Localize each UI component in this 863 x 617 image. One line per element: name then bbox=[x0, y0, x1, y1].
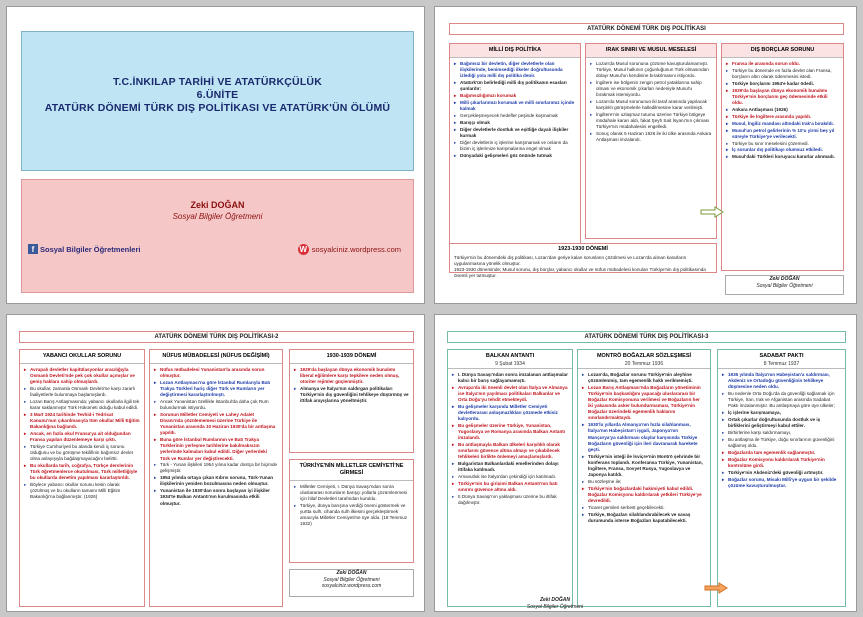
list-item: ▸ Bu sözleşme ile; bbox=[582, 479, 706, 485]
list-item: ▸ Musul'daki Türkleri koruyucu kararlar alınmadı. bbox=[726, 154, 839, 160]
list-item: ▸ Türk - Yunan ilişkileri 1954 yılına kadar dostça bir biçimde gelişmiştir. bbox=[154, 462, 278, 474]
list-item: ▸ Birbirlerine karşı saldırmamayı, bbox=[722, 430, 841, 436]
list-item: ▸ Bağımsız bir devletin, diğer devletlerle olan ilişkilerinde, benimsediği ilkeler doğrultusunda izlediği yola milli dış politika denir. bbox=[454, 61, 576, 79]
website-link[interactable] bbox=[298, 244, 401, 255]
wordpress-icon: W bbox=[299, 245, 308, 254]
column-heading: YABANCI OKULLAR SORUNU bbox=[20, 350, 144, 364]
list-item: ▸ Arnavutluk ise İtalya'dan çekindiği için katılmadı. bbox=[452, 474, 568, 480]
item-list bbox=[448, 369, 572, 509]
list-item: ▸ Milli çıkarlarımızı korumak ve milli sınırlarımız içinde kalmak bbox=[454, 100, 576, 112]
column-milletler-cemiyeti bbox=[289, 459, 414, 563]
list-item: ▸ Bu nedenle Orta Doğu'da da güvenliği sağlamak için Türkiye, İran, Irak ve Afganistan arasında Sadabat Paktı imzalanmıştır. Bu antlaşmaya göre üye ülkeler; bbox=[722, 391, 841, 409]
list-item: ▸ Avrupa'da iki önemli devlet olan İtalya ve Almanya ise İtalya'nın yayılmacı politikaları Balkanlar ve Orta Doğu'yu tehdit etmekteydi. bbox=[452, 385, 568, 403]
slide-cover bbox=[6, 6, 425, 304]
list-item: ▸ Diğer devletlerle dostluk ve eşitliğe dayalı ilişkiler kurmak bbox=[454, 127, 576, 139]
list-item: ▸ Türkiye ile İngiltere arasında yapıldı. bbox=[726, 114, 839, 120]
page-footer bbox=[289, 569, 414, 597]
list-item: ▸ Lozan'da Musul sorununun iki taraf arasında yapılacak karşılıklı görüşmelerle halledilmesine karar verilmişti. bbox=[590, 99, 712, 111]
list-item: ▸ Almanya ve İtalya'nın saldırgan politikaları Türkiye'nin dış güvenliğini tehlikeye düşürmüş ve ittifak arayışlarına yöneltmiştir. bbox=[294, 386, 409, 404]
list-item: ▸ I. Dünya Savaşı'ndan sonra imzalanan antlaşmalar kalıcı bir barış sağlayamamıştı. bbox=[452, 372, 568, 384]
item-list bbox=[718, 369, 845, 492]
list-item: ▸ Türkiye, dünya barışına verdiği önemi göstermek ve yurtta sulh, cihanda sulh ilkesini gerçekleştirmek amacıyla Milletler Cemiyeti'ne üye oldu. (18 Temmuz 1932) bbox=[294, 503, 409, 527]
footer-role: Sosyal Bilgiler Öğretmeni bbox=[756, 282, 813, 289]
list-item: ▸ Türkiye, Boğazları silahlandırabilecek ve savaş durumunda isterse Boğazları kapatabilecekti. bbox=[582, 512, 706, 524]
list-item: ▸ Bu antlaşma ile Türkiye, doğu sınırlarının güvenliğini sağlamış oldu. bbox=[722, 437, 841, 449]
column-montro bbox=[577, 349, 711, 607]
item-list bbox=[578, 369, 710, 527]
list-item: ▸ Milletler Cemiyeti, I. Dünya Savaşı'ndan sonra uluslararası sorunların barışçı yollarla çözümlenmesi için İtilaf Devletleri tarafından kuruldu. bbox=[294, 484, 409, 502]
list-item: ▸ Böylece yabancı okullar sorunu kesin olarak çözülmüş ve bu okulların tamamı Milli Eğitim Bakanlığı'na bağlanmıştır. (1926) bbox=[24, 482, 140, 500]
cover-title-line-3: ATATÜRK DÖNEMİ TÜRK DIŞ POLİTİKASI VE ATATÜRK'ÜN ÖLÜMÜ bbox=[44, 102, 391, 114]
facebook-icon: f bbox=[28, 244, 38, 254]
page-title: ATATÜRK DÖNEMİ TÜRK DIŞ POLİTİKASI-2 bbox=[19, 331, 414, 343]
column-date: 20 Temmuz 1936 bbox=[578, 360, 710, 369]
box-line-2: 1923-1930 döneminde; Musul sorunu, dış borçlar, yabancı okullar ve nüfus mübadelesi konuları Türkiye'nin dış politikasında önemli yer tutmuştur. bbox=[454, 267, 706, 278]
list-item: ▸ Lozan'da Musul sorununa çözüme kavuşturulamamıştı. Türkiye, Musul halkının çoğunluğunun Türk olmasından dolayı Musul'un kendisine bırakılmasını istiyordu. bbox=[590, 61, 712, 79]
footer-name: Zeki DOĞAN bbox=[336, 570, 367, 576]
footer-name: Zeki DOĞAN bbox=[539, 597, 570, 603]
cover-title-box bbox=[21, 31, 414, 171]
list-item: ▸ Bu okullarda tarih, coğrafya, Türkçe derslerinin Türk öğretmenlerce okutulması, Türk milletliğiyle bu okullarda denetim yapılması kararlaştırıldı. bbox=[24, 463, 140, 481]
footer-role: Sosyal Bilgiler Öğretmeni bbox=[323, 576, 380, 583]
list-item: ▸ Yunanistan ile 1930'dan sonra başlayan iyi ilişkiler 1934'te Balkan Antantı'nın kurulmasında etkili olmuştur. bbox=[154, 488, 278, 506]
list-item: ▸ Boğazlar Komisyonu kaldırılarak Türkiye'nin kontrolüne girdi. bbox=[722, 457, 841, 469]
list-item: ▸ Türkiye bu sınır meselesini çözemedi. bbox=[726, 141, 839, 147]
list-item: ▸ Bu okullar, zamanla Osmanlı Devleti'ne karşı zararlı faaliyetlerle bulunmaya başlamışlardı. bbox=[24, 386, 140, 398]
column-heading: TÜRKİYE'NİN MİLLETLER CEMİYETİ'NE GİRMESİ bbox=[290, 460, 413, 481]
list-item: ▸ Dünyadaki gelişmeleri göz önünde tutmak bbox=[454, 153, 576, 159]
slide-dis-politika-2 bbox=[6, 314, 425, 612]
item-list bbox=[586, 58, 716, 146]
list-item: ▸ Türkiye borçlarını 1954'e kadar ödedi. bbox=[726, 81, 839, 87]
column-heading: MİLLİ DIŞ POLİTİKA bbox=[450, 44, 580, 58]
facebook-label: Sosyal Bilgiler Öğretmenleri bbox=[40, 244, 141, 254]
list-item: ▸ 1929'da başlayan dünya ekonomik bunalımı liberal eğilimlere karşı tepkilere neden olmuş, otoriter rejimler güçlenmiştir. bbox=[294, 367, 409, 385]
column-heading: DIŞ BORÇLAR SORUNU bbox=[722, 44, 843, 58]
list-item: ▸ İngiltere ise bölgenin zengin petrol yataklarına sahip olması ve ekonomik çıkarları nedeniyle Musul'u bırakmak istemiyordu. bbox=[590, 80, 712, 98]
list-item: ▸ Bu antlaşmayla Balkan ülkeleri karşılıklı olarak sınırlarını güvence altına almayı ve çıkabilecek tehlikeleri birlikte önlemeyi amaçlamışlardı. bbox=[452, 442, 568, 460]
page-title: ATATÜRK DÖNEMİ TÜRK DIŞ POLİTİKASI bbox=[449, 23, 844, 35]
list-item: ▸ İç sorunlar dış politikayı olumsuz etkiledi. bbox=[726, 147, 839, 153]
page-title: ATATÜRK DÖNEMİ TÜRK DIŞ POLİTİKASI-3 bbox=[447, 331, 846, 343]
list-item: ▸ Avrupalı devletler kapitülasyonlar aracılığıyla Osmanlı Devleti'nde pek çok okullar açmışlar ve geniş haklara sahip olmuşlardı. bbox=[24, 367, 140, 385]
column-milli-dis-politika bbox=[449, 43, 581, 273]
slide-dis-politika-1 bbox=[434, 6, 857, 304]
list-item: ▸ Boğazlarda tam egemenlik sağlanmıştır. bbox=[722, 450, 841, 456]
list-item: ▸ 1930'lu yıllarda Almanya'nın hızla silahlanması, İtalya'nın Habeşistan'ı işgali, Japonya'nın Mançurya'ya saldırması olaylar karşısında Türkiye Boğazların güvenliği için ileri davranarak harekete geçti. bbox=[582, 422, 706, 452]
column-nufus-mubadelesi bbox=[149, 349, 283, 607]
list-item: ▸ Bulgaristan Balkanlardaki emellerinden dolayı ittifaka katılmadı. bbox=[452, 461, 568, 473]
list-item: ▸ İngiltere'nin uzlaşmaz tutumu üzerine Türkiye bölgeye müdahale kararı aldı, fakat Şeyh Sait İsyanı'nın çıkması Türkiye'nin müdahalesini engelledi. bbox=[590, 112, 712, 130]
list-item: ▸ Fransa ile arasında sorun oldu. bbox=[726, 61, 839, 67]
cover-author-name: Zeki DOĞAN bbox=[190, 200, 245, 210]
column-heading: NÜFUS MÜBADELESİ (NÜFUS DEĞİŞİMİ) bbox=[150, 350, 282, 364]
list-item: ▸ 1935 yılında İtalya'nın Habeşistan'a saldırması, Akdeniz ve Ortadoğu güvenliğinin tehlikeye düşmesine neden oldu. bbox=[722, 372, 841, 390]
column-heading: 1930-1939 DÖNEMİ bbox=[290, 350, 413, 364]
list-item: ▸ Türkiye bu dönemde en fazla devlet olan Fransa, borçların altın olarak ödenmesini istedi. bbox=[726, 68, 839, 80]
footer-name: Zeki DOĞAN bbox=[769, 276, 800, 282]
column-date: 9 Şubat 1934 bbox=[448, 360, 572, 369]
column-heading: MONTRÖ BOĞAZLAR SÖZLEŞMESİ bbox=[596, 353, 692, 359]
list-item: ▸ Ortak çıkarlar doğrultusunda dostluk ve iş birliklerini geliştirmeyi kabul ettiler. bbox=[722, 417, 841, 429]
column-dis-borclar bbox=[721, 43, 844, 271]
box-1923-1930 bbox=[449, 243, 717, 278]
list-item: ▸ Barışçı olmak bbox=[454, 120, 576, 126]
facebook-link[interactable] bbox=[28, 244, 140, 254]
list-item: ▸ Buna göre İstanbul Rumlarının ve Batı Trakya Türklerinin yerleşme tarihlerine bakılmaksızın yerlerinde kalmaları kabul edildi. Diğer yerlerdeki Türk ve Rumlar yer değiştirecekti. bbox=[154, 437, 278, 461]
list-item: ▸ Ancak, en fazla okul Fransa'ya ait olduğundan Fransa yapılan düzenlemeye karşı çıktı. bbox=[24, 431, 140, 443]
arrow-right-icon bbox=[705, 583, 727, 593]
list-item: ▸ Türkiye'nin Akdeniz'deki güvenliği artmıştır. bbox=[722, 470, 841, 476]
item-list bbox=[722, 58, 843, 163]
cover-title-line-1: T.C.İNKILAP TARİHİ VE ATATÜRKÇÜLÜK bbox=[112, 76, 322, 88]
column-date: 8 Temmuz 1937 bbox=[718, 360, 845, 369]
box-line-1: Türkiye'nin bu dönemdeki dış politikası, Lozan'dan geriye kalan sorunların çözülmesi ve Lozan'da alınan kararların uygulanmasına yönelik olmuştur. bbox=[454, 255, 687, 266]
list-item: ▸ Boğazlar sorunu, Misakı Milli'ye uygun bir şekilde çözüme kavuşturulmuştur. bbox=[722, 477, 841, 489]
list-item: ▸ Lozan Antlaşması'na göre İstanbul Rumlarıyla Batı Trakya Türkleri hariç diğer Türk ve Rumların yer değiştirmesi kararlaştırılmıştı. bbox=[154, 380, 278, 398]
page-footer bbox=[495, 597, 615, 611]
list-item: ▸ Sorunun Milletler Cemiyeti ve Lahey Adalet Divanı'nda çözülememesi üzerine Türkiye ile Yunanistan arasında 10 Haziran 1930'da bir antlaşma yapıldı. bbox=[154, 412, 278, 436]
list-item: ▸ 1954 yılında ortaya çıkan Kıbrıs sorunu, Türk-Yunan ilişkilerinin yeniden bozulmasına neden olmuştur. bbox=[154, 475, 278, 487]
column-heading: SADABAT PAKTI bbox=[759, 353, 804, 359]
slide-dis-politika-3 bbox=[434, 314, 857, 612]
list-item: ▸ Gerçekleşmeyecek hedefler peşinde koşmamak bbox=[454, 113, 576, 119]
item-list bbox=[290, 481, 413, 530]
arrow-right-icon bbox=[701, 207, 723, 217]
list-item: ▸ Bu gelişmeler karşında Milletler Cemiyeti devletlerarası anlaşmazlıkları çözmede etkisiz kalıyordu. bbox=[452, 404, 568, 422]
column-sadabat-pakti bbox=[717, 349, 846, 607]
list-item: ▸ Sonuç olarak 5 Haziran 1926 ile iki ülke arasında Ankara Antlaşması imzalandı. bbox=[590, 131, 712, 143]
cover-author-role: Sosyal Bilgiler Öğretmeni bbox=[172, 212, 263, 221]
list-item: ▸ Musul'un petrol gelirlerinin % 10'u yirmi beş yıl süreyle Türkiye'ye verilecekti. bbox=[726, 128, 839, 140]
list-item: ▸ II.Dünya Savaşı'nın yaklaşması üzerine bu ittifak dağılmıştır. bbox=[452, 494, 568, 506]
box-heading: 1923-1930 DÖNEMİ bbox=[558, 246, 608, 252]
list-item: ▸ Türkiye Cumhuriyeti bu alanda kendi iç sorunu olduğunu ve bu görüşme tekilifinin bağımsız devlet olma anlayışıyla bağdaşmayacağını belirtti. bbox=[24, 444, 140, 462]
list-item: ▸ Bu gelişmeler üzerine Türkiye, Yunanistan, Yugoslavya ve Romanya arasında Balkan Antantı imzalandı. bbox=[452, 423, 568, 441]
list-item: ▸ Nüfus mübadelesi Yunanistan'la arasında sorun olmuştur. bbox=[154, 367, 278, 379]
list-item: ▸ Ancak Yunanistan özellikle İstanbul'da daha çok Rum bulundurmak istiyordu. bbox=[154, 399, 278, 411]
item-list bbox=[150, 364, 282, 509]
website-label: sosyalciniz.wordpress.com bbox=[311, 245, 401, 254]
cover-author-box bbox=[21, 179, 414, 293]
list-item: ▸ Türkiye'nin boğazlardaki hakimiyeti kabul edildi. Boğazlar Komisyonu kaldırılarak yetkileri Türkiye'ye devredildi. bbox=[582, 486, 706, 504]
page-footer bbox=[725, 275, 844, 295]
list-item: ▸ Diğer devletlerin iç işlerine karışmamak ve onların da bizim iç işlerimize karışmalarına engel olmak bbox=[454, 140, 576, 152]
column-heading: IRAK SINIRI VE MUSUL MESELESİ bbox=[586, 44, 716, 58]
list-item: ▸ Türkiye'nin isteği ile İsviçre'nin Montrö şehrinde bir konferans toplandı. Konferansa Türkiye, Yunanistan, İngiltere, Fransa, Sovyet Rusya, Yugoslavya ve Japonya katıldı. bbox=[582, 454, 706, 478]
column-1930-1939 bbox=[289, 349, 414, 453]
cover-title-line-2: 6.ÜNİTE bbox=[196, 89, 239, 101]
item-list bbox=[450, 58, 580, 162]
item-list bbox=[20, 364, 144, 503]
list-item: ▸ Lozan Barış Antlaşmasında; yabancı okullarla ilgili tek karar saklanmıştır Türk Hükümeti olduğu kabul edildi. bbox=[24, 399, 140, 411]
list-item: ▸ Musul, İngiliz mandası altındaki Irak'a bırakıldı. bbox=[726, 121, 839, 127]
list-item: ▸ Bağımsızlığımızı korumak bbox=[454, 93, 576, 99]
footer-role: Sosyal Bilgiler Öğretmeni bbox=[526, 603, 584, 610]
list-item: ▸ Lozan'da, Boğazlar sorunu Türkiye'nin aleyhine çözümlenmiş, tam egemenlik haklı verilmemişti. bbox=[582, 372, 706, 384]
list-item: ▸ Türkiye'nin bu girişimi Balkan Antantı'nın batı sınırını güvence altına aldı. bbox=[452, 481, 568, 493]
column-irak-siniri bbox=[585, 43, 717, 239]
footer-site: sosyalciniz.wordpress.com bbox=[321, 583, 382, 589]
list-item: ▸ İç işlerine karışmamaya, bbox=[722, 410, 841, 416]
list-item: ▸ 3 Mart 1924 tarihinde Tevhid-i Tedrisat Kanunu'nun çıkarılmasıyla tüm okullar Milli Eğitim Bakanlığına bağlandı. bbox=[24, 412, 140, 430]
column-balkan-antanti bbox=[447, 349, 573, 607]
list-item: ▸ Atatürk'ün belirlediği milli dış politikanın esasları şunlardır: bbox=[454, 80, 576, 92]
list-item: ▸ Lozan Barış Antlaşması'nda Boğazların yönetiminin Türkiye'nin başkanlığını yapacağı uluslararası bir Boğazlar Komisyonuna verilmesi ve Boğazların her iki yakasında asker bulundurmaması, Türkiye'nin Boğazlar üzerindeki egemenlik haklarını sınırlandırmaktaydı. bbox=[582, 385, 706, 422]
list-item: ▸ Ticaret gemileri serbest geçebilecekti. bbox=[582, 505, 706, 511]
column-heading: BALKAN ANTANTI bbox=[485, 353, 535, 359]
item-list bbox=[290, 364, 413, 407]
column-yabanci-okullar bbox=[19, 349, 145, 607]
list-item: ▸ 1929'da başlayan dünya ekonomik bunalımı Türkiye'nin borçlarını geç ödemesinde etkili oldu. bbox=[726, 88, 839, 106]
list-item: ▸ Ankara Antlaşması (1926) bbox=[726, 107, 839, 113]
